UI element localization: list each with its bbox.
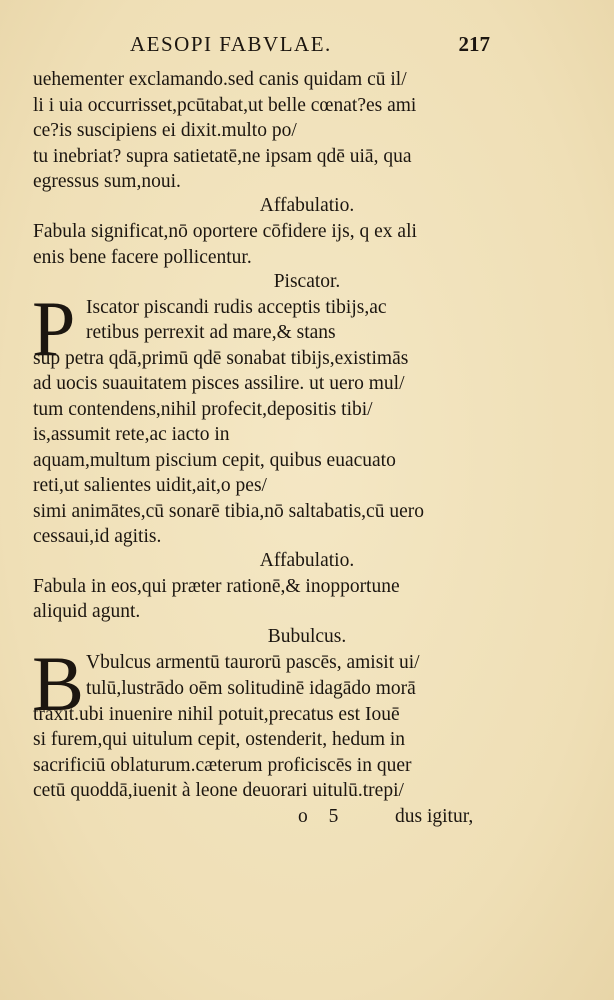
text-line: tum contendens,nihil profecit,depositis tibi/	[33, 399, 373, 420]
text-line: ce?is suscipiens ei dixit.multo po/	[33, 120, 297, 141]
text-line: aquam,multum piscium cepit, quibus euacuato	[33, 450, 396, 471]
text-line: traxit.ubi inuenire nihil potuit,precatus est Iouē	[33, 704, 400, 725]
drop-cap-initial: B	[32, 640, 85, 727]
text-line: Iscator piscandi rudis acceptis tibijs,ac	[86, 297, 387, 318]
text-line: cetū quoddā,iuenit à leone deuorari uitulū.trepi/	[33, 780, 404, 801]
text-line: ad uocis suauitatem pisces assilire. ut uero mul/	[33, 373, 405, 394]
section-heading-affabulatio: Affabulatio.	[259, 550, 355, 571]
text-line: egressus sum,noui.	[33, 171, 181, 192]
text-line: sacrificiū oblaturum.cæterum proficiscēs in quer	[33, 755, 412, 776]
text-line: is,assumit rete,ac iacto in	[33, 424, 230, 445]
text-line: retibus perrexit ad mare,& stans	[86, 322, 336, 343]
text-line: reti,ut salientes uidit,ait,o pes/	[33, 475, 267, 496]
catchword: dus igitur,	[395, 806, 474, 827]
text-line: li i uia occurrisset,pcūtabat,ut belle cœnat?es ami	[33, 95, 417, 116]
section-heading-affabulatio: Affabulatio.	[259, 195, 355, 216]
folio-number: 217	[458, 32, 490, 56]
running-header	[130, 32, 490, 62]
fable-title-piscator: Piscator.	[273, 271, 341, 292]
text-line: cessaui,id agitis.	[33, 526, 162, 547]
fable-title-bubulcus: Bubulcus.	[267, 626, 347, 647]
text-line: tu inebriat? supra satietatē,ne ipsam qdē uiā, qua	[33, 146, 412, 167]
running-title: AESOPI FABVLAE.	[130, 32, 332, 56]
signature-mark: o 5	[298, 806, 347, 827]
moral-line: enis bene facere pollicentur.	[33, 247, 252, 268]
moral-line: Fabula in eos,qui præter rationē,& inopportune	[33, 576, 400, 597]
text-line: Vbulcus armentū taurorū pascēs, amisit ui/	[86, 652, 420, 673]
drop-cap-initial: P	[32, 285, 76, 372]
text-line: si furem,qui uitulum cepit, ostenderit, hedum in	[33, 729, 406, 750]
text-line: uehementer exclamando.sed canis quidam cū il/	[33, 69, 407, 90]
page-footer	[0, 806, 614, 832]
text-line: tulū,lustrādo oēm solitudinē idagādo morā	[86, 678, 416, 699]
moral-line: aliquid agunt.	[33, 601, 141, 622]
text-line: sup petra qdā,primū qdē sonabat tibijs,existimās	[33, 348, 409, 369]
moral-line: Fabula significat,nō oportere cōfidere ijs, q ex ali	[33, 221, 417, 242]
text-line: simi animātes,cū sonarē tibia,nō saltabatis,cū uero	[33, 501, 424, 522]
